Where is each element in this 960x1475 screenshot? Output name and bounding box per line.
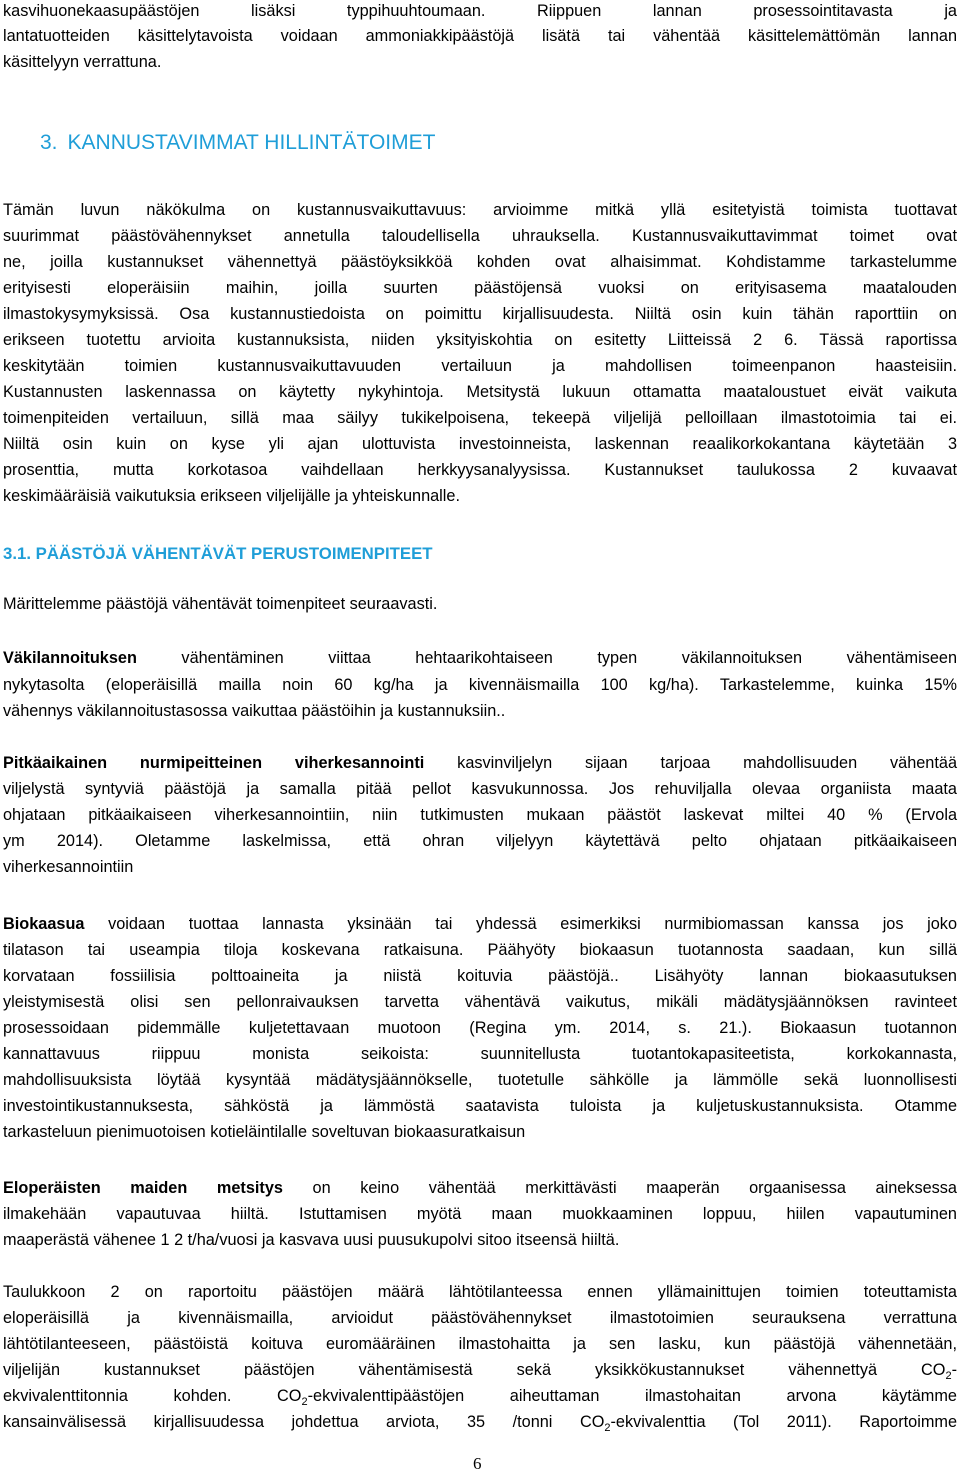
paragraph-line: Tämän luvun näkökulma on kustannusvaikuttavuus: arvioimme mitkä yllä esitetyistä toimista tuottavat: [3, 201, 957, 219]
paragraph-line: Märittelemme päästöjä vähentävät toimenpiteet seuraavasti.: [3, 595, 438, 613]
term-bold: Biokaasua: [3, 915, 85, 933]
term-bold: Pitkäaikainen nurmipeitteinen viherkesannointi: [3, 754, 425, 772]
paragraph-line: ilmastokysymyksissä. Osa kustannustiedoista on poimittu kirjallisuudesta. Niiltä osin kuin tähän raporttiin on: [3, 305, 957, 323]
paragraph-line: kasvihuonekaasupäästöjen lisäksi typpihuuhtoumaan. Riippuen lannan prosessointitavasta ja: [3, 2, 957, 20]
paragraph-line: eloperäisillä ja kivennäismailla, arvioidut päästövähennykset ilmastotoimien seurauksena verrattuna: [3, 1309, 957, 1327]
paragraph-line: viljelijän kustannukset päästöjen vähentämisestä sekä yksikkökustannukset vähennettyä $CO_2-$: [3, 1361, 957, 1382]
paragraph-line: tarkasteluun pienimuotoisen kotieläintilalle soveltuvan biokaasuratkaisun: [3, 1123, 526, 1141]
subsection-heading: 3.1. PÄÄSTÖJÄ VÄHENTÄVÄT PERUSTOIMENPITEET: [3, 544, 433, 563]
paragraph-line: kannattavuus riippuu monista seikoista: suunnitellusta tuotantokapasiteetista, korkokannasta,: [3, 1045, 957, 1063]
section-number: 3.: [40, 131, 58, 154]
paragraph-line: suurimmat päästövähennykset annetulla taloudellisella uhrauksella. Kustannusvaikuttavimmat toimet ovat: [3, 227, 957, 245]
paragraph-line: mahdollisuuksista löytää kysyntää mädätysjäännökselle, tuotetulle sähkölle ja lämmölle sekä luonnollisesti: [3, 1071, 957, 1089]
paragraph-line: erikseen tuotettu arvioita kustannuksista, niiden yksityiskohtia on esitetty Liitteissä 2 6. Tässä raportissa: [3, 331, 957, 349]
paragraph-line: Niiltä osin kuin on kyse yli ajan ulottuvista investoinneista, laskennan reaalikorkokantana käytetään 3: [3, 435, 957, 453]
paragraph-line: maaperästä vähenee 1 2 t/ha/vuosi ja kasvava uusi puusukupolvi sitoo itseensä hiiltä.: [3, 1231, 620, 1249]
paragraph-line: Biokaasua voidaan tuottaa lannasta yksinään tai yhdessä esimerkiksi nurmibiomassan kanssa jos joko: [3, 915, 957, 933]
paragraph-line: erityisesti eloperäisiin maihin, joilla suurten päästöjensä vuoksi on erityisasema maatalouden: [3, 279, 957, 297]
paragraph-line: viljelystä syntyviä päästöjä ja samalla pitää pellot kasvukunnossa. Jos rehuviljalla olevaa organiista maata: [3, 780, 957, 798]
paragraph-line: prosessoidaan pidemmälle kuljetettavaan muotoon (Regina ym. 2014, s. 21.). Biokaasun tuotannon: [3, 1019, 957, 1037]
term-bold: Väkilannoituksen: [3, 649, 137, 667]
paragraph-line: kansainvälisessä kirjallisuudessa johdettua arviota, 35 /tonni $CO_2$-ekvivalenttia (Tol 2011). Raportoimme: [3, 1413, 957, 1434]
paragraph-line: ilmakehään vapautuvaa hiiltä. Istuttamisen myötä maan muokkaaminen loppuu, hiilen vapautuminen: [3, 1205, 957, 1223]
paragraph-line: ekvivalenttitonnia kohden. $CO_2$-ekvivalenttipäästöjen aiheuttaman ilmastohaitan arvona käytämme: [3, 1387, 957, 1408]
term-bold: Eloperäisten maiden metsitys: [3, 1179, 283, 1197]
paragraph-line: Taulukkoon 2 on raportoitu päästöjen määrä lähtötilanteessa ennen yllämainittujen toimien toteuttamista: [3, 1283, 957, 1301]
paragraph-line: Pitkäaikainen nurmipeitteinen viherkesannointi kasvinviljelyn sijaan tarjoaa mahdollisuuden vähentää: [3, 754, 957, 772]
paragraph-line: Väkilannoituksen vähentäminen viittaa hehtaarikohtaiseen typen väkilannoituksen vähentämiseen: [3, 649, 957, 667]
section-heading: [40, 130, 435, 156]
paragraph-line: viherkesannointiin: [3, 858, 134, 876]
paragraph-line: investointikustannuksesta, sähköstä ja lämmöstä saatavista tuloista ja kuljetuskustannuksista. Otamme: [3, 1097, 957, 1115]
paragraph-line: ohjataan pitkäaikaiseen viherkesannointiin, niin tutkimusten mukaan päästöt laskevat miltei 40 % (Ervola: [3, 806, 957, 824]
paragraph-line: nykytasolta (eloperäisillä mailla noin 60 kg/ha ja kivennäismailla 100 kg/ha). Tarkastelemme, kuinka 15%: [3, 676, 957, 694]
paragraph-line: ne, joilla kustannukset vähennettyä päästöyksikköä kohden ovat alhaisimmat. Kohdistamme tarkastelumme: [3, 253, 957, 271]
section-title: KANNUSTAVIMMAT HILLINTÄTOIMET: [67, 131, 436, 154]
paragraph-line: lantatuotteiden käsittelytavoista voidaan ammoniakkipäästöjä lisätä tai vähentää käsittelemättömän lannan: [3, 27, 957, 45]
paragraph-line: käsittelyyn verrattuna.: [3, 53, 162, 71]
paragraph-line: keskitytään toimien kustannusvaikuttavuuden vertailuun ja mahdollisen toimeenpanon haasteisiin.: [3, 357, 957, 375]
paragraph-line: Kustannusten laskennassa on käytetty nykyhintoja. Metsitystä lukuun ottamatta maataloustuet eivät vaikuta: [3, 383, 957, 401]
paragraph-line: ym 2014). Oletamme laskelmissa, että ohran viljelyyn käytettävä pelto ohjataan pitkäaikaiseen: [3, 832, 957, 850]
paragraph-line: prosenttia, mutta korkotasoa vaihdellaan herkkyysanalyysissa. Kustannukset taulukossa 2 kuvaavat: [3, 461, 957, 479]
paragraph-line: vähennys väkilannoitustasossa vaikuttaa päästöihin ja kustannuksiin..: [3, 702, 506, 720]
paragraph-line: Eloperäisten maiden metsitys on keino vähentää merkittävästi maaperän orgaanisessa aineksessa: [3, 1179, 957, 1197]
paragraph-line: keskimääräisiä vaikutuksia erikseen viljelijälle ja yhteiskunnalle.: [3, 487, 460, 505]
paragraph-line: yleistymisestä olisi sen pellonraivauksen tarvetta vähentävä vaikutus, mikäli mädätysjäännöksen ravinteet: [3, 993, 957, 1011]
page-number: 6: [473, 1454, 482, 1473]
paragraph-line: tilatason tai useampia tiloja koskevana ratkaisuna. Päähyöty biokaasun tuotannosta saadaan, kun sillä: [3, 941, 957, 959]
paragraph-line: korvataan fossiilisia polttoaineita ja niistä koituvia päästöjä.. Lisähyöty lannan biokaasutuksen: [3, 967, 957, 985]
paragraph-line: lähtötilanteeseen, päästöistä koituva euromääräinen ilmastohaitta ja sen lasku, kun päästöjä vähennetään,: [3, 1335, 957, 1353]
paragraph-line: toimenpiteiden vertailuun, sillä maa säilyy tukikelpoisena, tekeepä viljelijä pelloillaan ilmastotoimia tai ei.: [3, 409, 957, 427]
